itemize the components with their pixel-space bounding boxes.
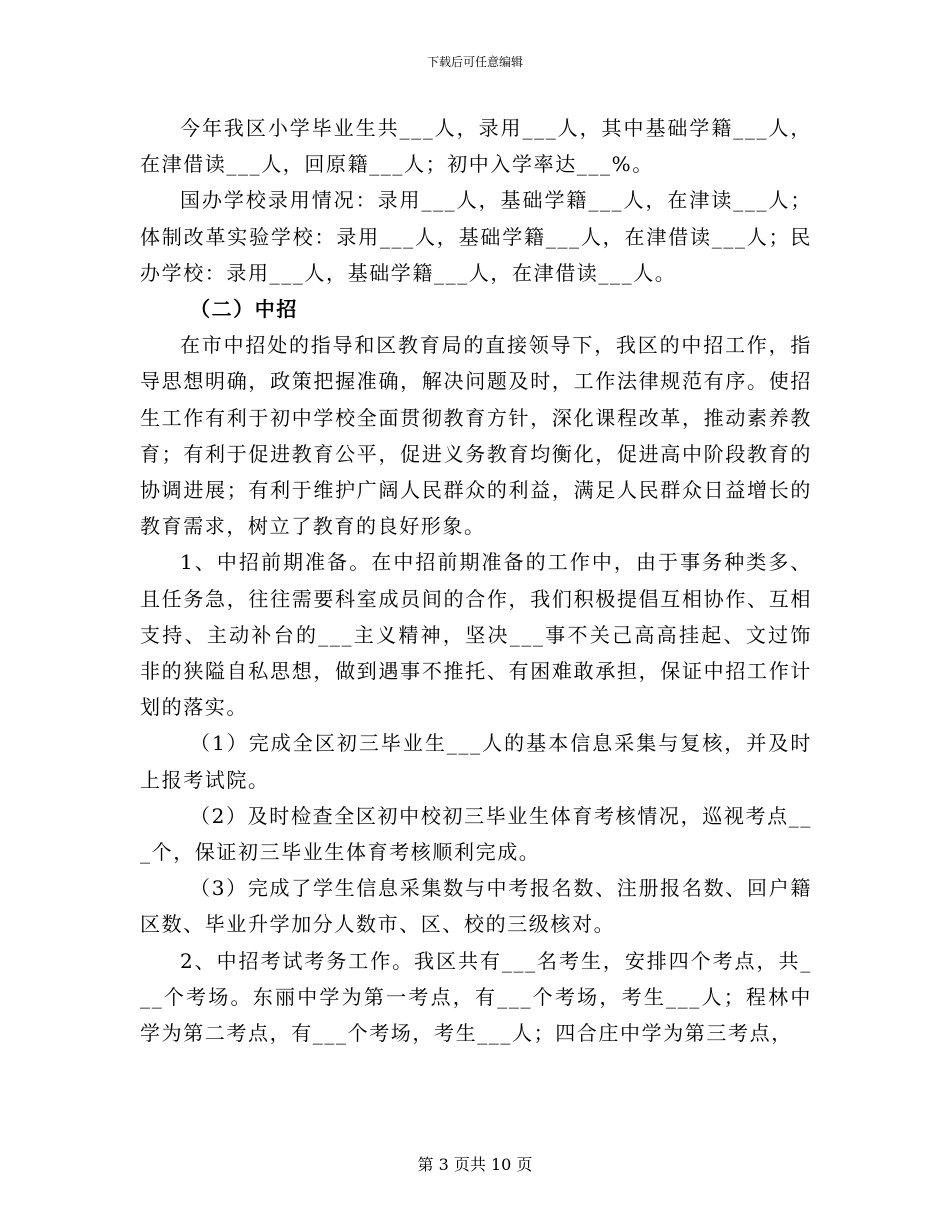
paragraph-admission-by-school-type: 国办学校录用情况：录用___人，基础学籍___人，在津读___人；体制改革实验学校：录用___人，基础学籍___人，在津借读___人；民办学校：录用___人，基础学籍___人，在津借读___人。 (140, 188, 812, 285)
document-body (140, 110, 812, 1051)
paragraph-item-3: （3）完成了学生信息采集数与中考报名数、注册报名数、回户籍区数、毕业升学加分人数市、区、校的三级核对。 (140, 876, 812, 937)
paragraph-zhongzhao-overview: 在市中招处的指导和区教育局的直接领导下，我区的中招工作，指导思想明确，政策把握准确，解决问题及时，工作法律规范有序。使招生工作有利于初中学校全面贯彻教育方针，深化课程改革，推动素养教育；有利于促进教育公平，促进义务教育均衡化，促进高中阶段教育的协调进展；有利于维护广阔人民群众的利益，满足人民群众日益增长的教育需求，树立了教育的良好形象。 (140, 333, 812, 539)
paragraph-item-2: （2）及时检查全区初中校初三毕业生体育考核情况，巡视考点___个，保证初三毕业生体育考核顺利完成。 (140, 803, 812, 865)
page-header: 下载后可任意编辑 (426, 55, 523, 69)
page-footer: 第 3 页共 10 页 (417, 1155, 533, 1174)
paragraph-item-1: （1）完成全区初三毕业生___人的基本信息采集与复核，并及时上报考试院。 (140, 731, 812, 792)
paragraph-graduates: 今年我区小学毕业生共___人，录用___人，其中基础学籍___人，在津借读___人，回原籍___人；初中入学率达___%。 (140, 116, 812, 177)
paragraph-preparation: 1、中招前期准备。在中招前期准备的工作中，由于事务种类多、且任务急，往往需要科室成员间的合作，我们积极提倡互相协作、互相支持、主动补台的___主义精神，坚决___事不关己高高挂起、文过饰非的狭隘自私思想，做到遇事不推托、有困难敢承担，保证中招工作计划的落实。 (140, 550, 812, 720)
paragraph-exam-affairs: 2、中招考试考务工作。我区共有___名考生，安排四个考点，共___个考场。东丽中学为第一考点，有___个考场，考生___人；程林中学为第二考点，有___个考场，考生___人；四合庄中学为第三考点， (140, 948, 812, 1046)
section-heading-zhongzhao: （二）中招 (190, 297, 298, 322)
